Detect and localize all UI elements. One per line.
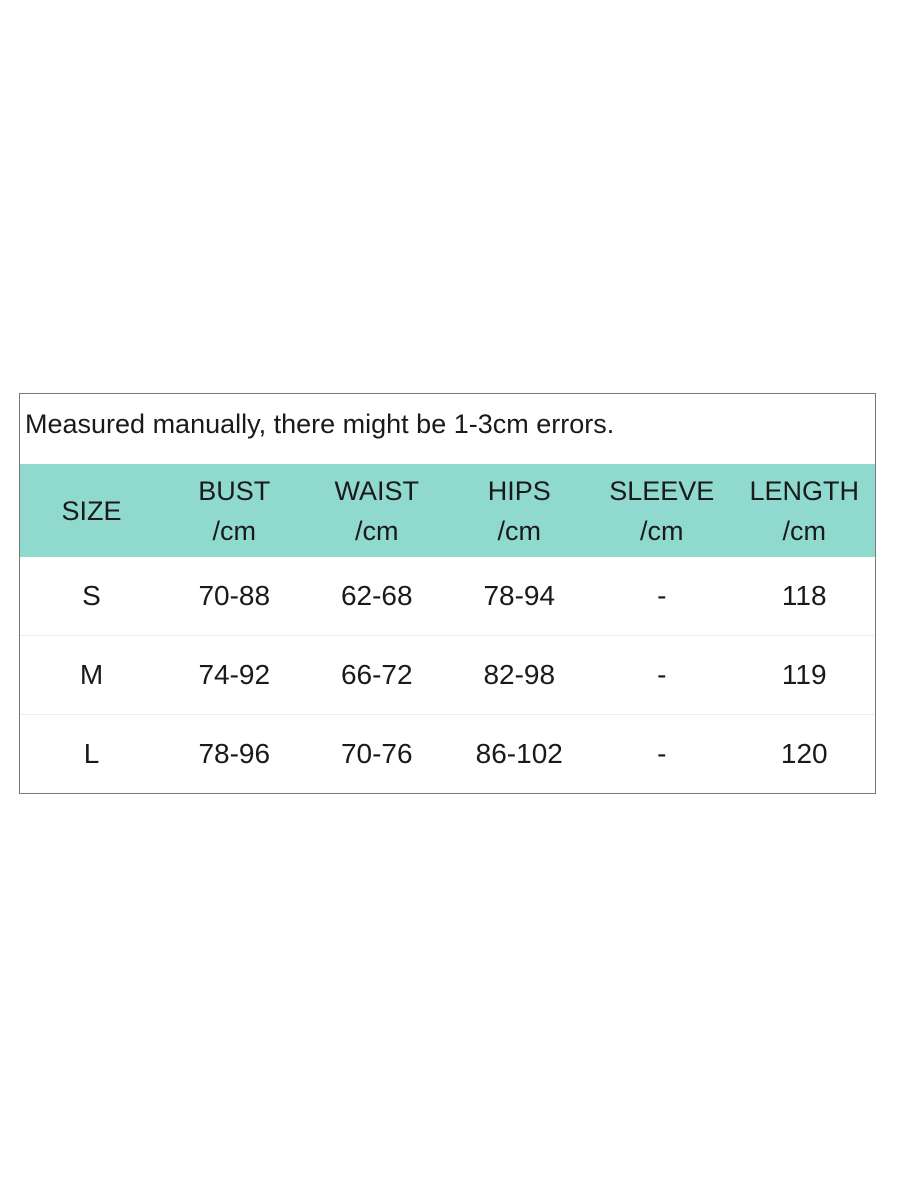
header-unit: /cm <box>640 515 684 546</box>
header-label: WAIST <box>334 475 419 506</box>
cell-waist: 62-68 <box>340 580 413 611</box>
header-unit: /cm <box>355 515 399 546</box>
header-label: HIPS <box>487 475 551 506</box>
cell-sleeve: - <box>657 659 667 690</box>
cell-hips: 86-102 <box>475 738 563 769</box>
cell-hips: 82-98 <box>483 659 556 690</box>
cell-size: S <box>82 580 101 611</box>
header-hips <box>448 464 591 557</box>
cell-bust: 74-92 <box>198 659 271 690</box>
table-row <box>20 715 875 793</box>
cell-length: 119 <box>781 659 827 690</box>
size-chart-table <box>19 393 876 794</box>
table-row <box>20 557 875 636</box>
header-label: LENGTH <box>749 475 860 506</box>
header-label: SIZE <box>61 495 122 526</box>
header-length <box>733 464 876 557</box>
cell-bust: 78-96 <box>198 738 271 769</box>
header-label: SLEEVE <box>609 475 715 506</box>
cell-sleeve: - <box>657 738 667 769</box>
measurement-note: Measured manually, there might be 1-3cm errors. <box>25 409 615 439</box>
cell-waist: 70-76 <box>340 738 413 769</box>
cell-sleeve: - <box>657 580 667 611</box>
header-unit: /cm <box>782 515 826 546</box>
header-sleeve <box>591 464 734 557</box>
header-unit: /cm <box>497 515 541 546</box>
table-header-row <box>20 464 875 557</box>
header-unit: /cm <box>212 515 256 546</box>
header-bust <box>163 464 306 557</box>
header-size <box>20 464 163 557</box>
cell-length: 118 <box>781 580 827 611</box>
cell-length: 120 <box>780 738 828 769</box>
header-waist <box>306 464 449 557</box>
cell-size: M <box>79 659 104 690</box>
cell-hips: 78-94 <box>483 580 556 611</box>
header-label: BUST <box>198 475 271 506</box>
cell-bust: 70-88 <box>198 580 271 611</box>
cell-waist: 66-72 <box>340 659 413 690</box>
table-row <box>20 636 875 715</box>
cell-size: L <box>83 738 100 769</box>
